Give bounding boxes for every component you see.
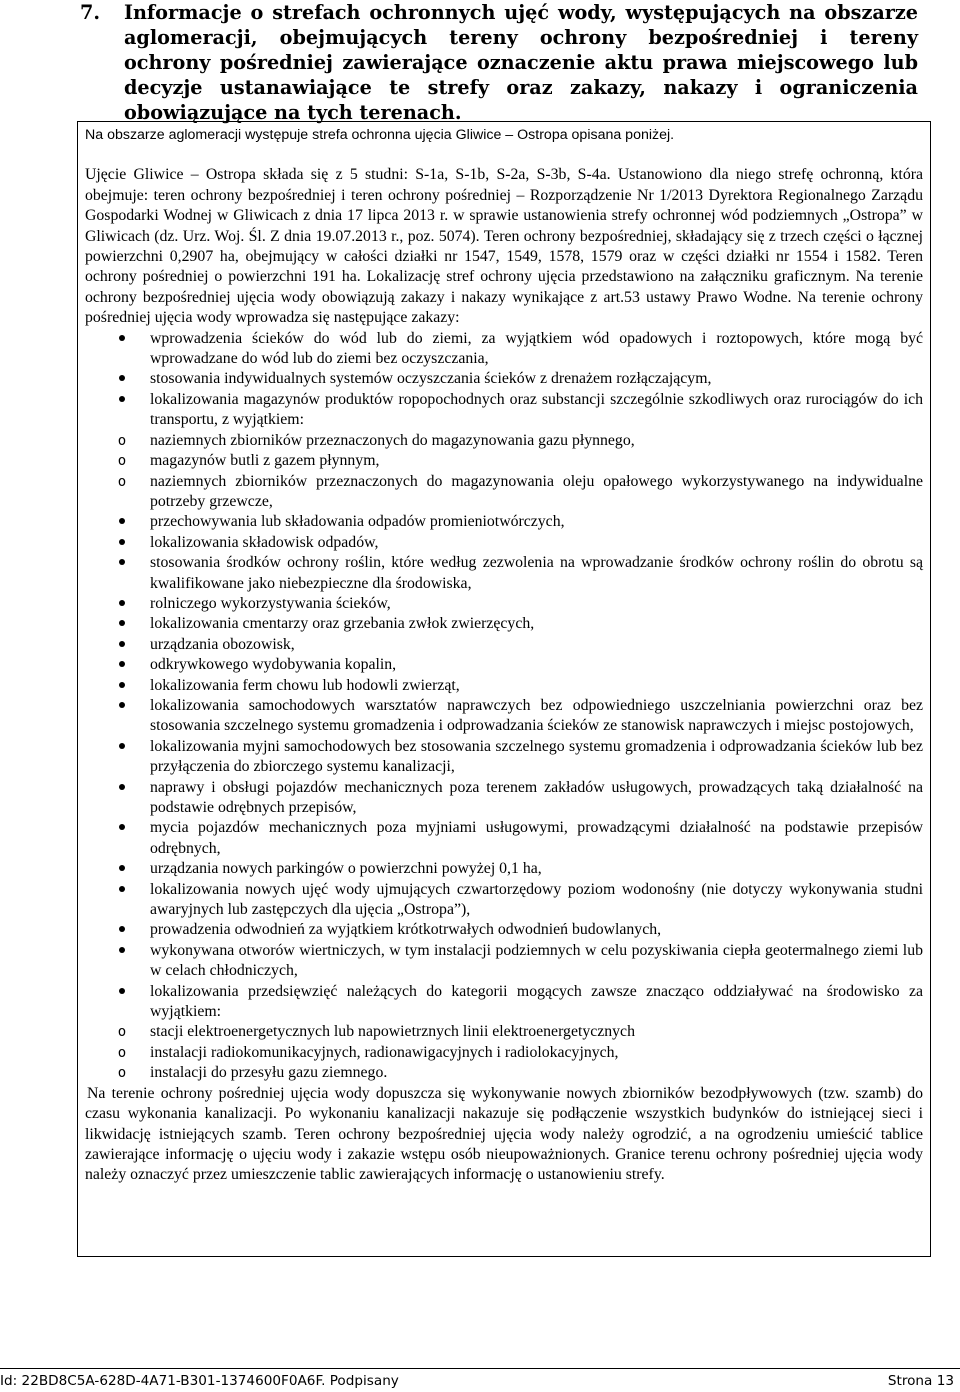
list-item <box>85 369 923 389</box>
list-item-text: magazynów butli z gazem płynnym, <box>150 452 380 470</box>
content-box-inner <box>85 125 923 1186</box>
list-item-text: lokalizowania przedsięwzięć należących do kategorii mogących zawsze znacząco oddziaływać na środowisko za wyjątkiem: <box>150 982 923 1021</box>
circle-bullet-icon <box>115 451 129 471</box>
list-item <box>85 553 923 594</box>
list-item <box>85 859 923 879</box>
page-number: Strona 13 <box>887 1373 954 1389</box>
list-item-text: lokalizowania nowych ujęć wody ujmujących czwartorzędowy poziom wodonośny (nie dotyczy wykonywania studni awaryjnych lub zastępczych dla ujęcia „Ostropa”), <box>150 880 923 919</box>
intake-paragraph: Ujęcie Gliwice – Ostropa składa się z 5 studni: S-1a, S-1b, S-2a, S-3b, S-4a. Ustanowiono dla niego strefę ochronną, która obejmuje: teren ochrony bezpośredniej i teren ochrony pośredniej – Rozporządzenie Nr 1/2013 Dyrektora Regionalnego Zarządu Gospodarki Wodnej w Gliwicach z dnia 17 lipca 2013 r. w sprawie ustanowienia strefy ochronnej wód podziemnych „Ostropa” w Gliwicach (dz. Urz. Woj. Śl. Z dnia 19.07.2013 r., poz. 5074). Teren ochrony bezpośredniej, składający się z trzech części o łącznej powierzchni 0,2907 ha, obejmujący w całości działki nr 1547, 1549, 1578, 1579 oraz w części działki nr 1554 i 1582. Teren ochrony pośredniej o powierzchni 191 ha. Lokalizację stref ochrony ujęcia przedstawiono na załączniku graficznym. Na terenie ochrony bezpośredniej ujęcia wody obowiązują zakazy i nakazy wynikające z art.53 ustawy Prawo Wodne. Na terenie ochrony pośredniej ujęcia wody wprowadza się następujące zakazy: <box>85 166 923 327</box>
closing-paragraph: Na terenie ochrony pośredniej ujęcia wody dopuszcza się wykonywanie nowych zbiorników bezodpływowych (tzw. szamb) do czasu wykonania kanalizacji. Po wykonaniu kanalizacji nakazuje się podłączenie wszystkich budynków do istniejącej sieci i likwidację istniejących szamb. Teren ochrony bezpośredniej ujęcia wody należy ogrodzić, a na ogrodzeniu umieścić tablice zawierające informację o ujęciu wody i zakazie wstępu osób nieupoważnionych. Granice terenu ochrony pośredniej ujęcia wody należy oznaczyć przez umieszczenie tablic zawierających informację o ustanowieniu strefy. <box>85 1084 923 1184</box>
list-item-text: naziemnych zbiorników przeznaczonych do magazynowania oleju opałowego wykorzystywanego na indywidualne potrzeby grzewcze, <box>150 472 923 510</box>
list-item-text: wykonywana otworów wiertniczych, w tym instalacji podziemnych w celu pozyskiwania ciepła geotermalnego ziemi lub w celach chłodniczych, <box>150 941 923 980</box>
list-item-text: lokalizowania ferm chowu lub hodowli zwierząt, <box>150 676 460 694</box>
list-item-text: wprowadzenia ścieków do wód lub do ziemi, za wyjątkiem wód opadowych i roztopowych, które mogą być wprowadzane do wód lub do ziemi bez oczyszczania, <box>150 329 923 368</box>
circle-bullet-icon <box>115 472 129 492</box>
list-item <box>85 982 923 1023</box>
list-item <box>85 818 923 859</box>
list-item <box>85 614 923 634</box>
circle-bullet-icon <box>115 1022 129 1042</box>
list-item-text: odkrywkowego wydobywania kopalin, <box>150 656 397 674</box>
list-item <box>85 533 923 553</box>
list-item <box>85 635 923 655</box>
list-item-text: przechowywania lub składowania odpadów promieniotwórczych, <box>150 513 565 531</box>
list-item-text: naziemnych zbiorników przeznaczonych do magazynowania gazu płynnego, <box>150 431 635 449</box>
intro-line: Na obszarze aglomeracji występuje strefa ochronna ujęcia Gliwice – Ostropa opisana poniżej. <box>85 127 675 143</box>
page-footer <box>0 1368 960 1389</box>
list-item-text: urządzania nowych parkingów o powierzchni powyżej 0,1 ha, <box>150 860 542 878</box>
list-item-text: stacji elektroenergetycznych lub napowietrznych linii elektroenergetycznych <box>150 1023 635 1041</box>
sub-list-item <box>85 1063 923 1083</box>
list-item-text: stosowania środków ochrony roślin, które według zezwolenia na wprowadzanie środków ochrony roślin do obrotu są kwalifikowane jako niebezpieczne dla środowiska, <box>150 554 923 592</box>
circle-bullet-icon <box>115 431 129 451</box>
sub-list-item <box>85 431 923 451</box>
list-item <box>85 880 923 921</box>
list-item <box>85 737 923 778</box>
list-item-text: stosowania indywidualnych systemów oczyszczania ścieków z drenażem rozłączającym, <box>150 370 712 388</box>
list-item-text: lokalizowania magazynów produktów ropopochodnych oraz substancji szczególnie szkodliwych oraz rurociągów do ich transportu, z wyjątkiem: <box>150 390 923 429</box>
list-item <box>85 696 923 737</box>
list-item-text: lokalizowania składowisk odpadów, <box>150 533 379 551</box>
circle-bullet-icon <box>115 1063 129 1083</box>
sub-list-item <box>85 472 923 513</box>
sub-list-item <box>85 1043 923 1063</box>
list-item <box>85 329 923 370</box>
list-item <box>85 676 923 696</box>
list-item <box>85 594 923 614</box>
list-item <box>85 390 923 431</box>
document-id: Id: 22BD8C5A-628D-4A71-B301-1374600F0A6F. Podpisany <box>0 1373 399 1389</box>
content-box <box>77 121 931 1257</box>
list-item-text: lokalizowania samochodowych warsztatów naprawczych bez odpowiedniego uszczelniania powierzchni oraz bez stosowania szczelnego systemu gromadzenia i odprowadzania ścieków ze stanowisk naprawczych i miejsc postojowych, <box>150 696 923 735</box>
list-item-text: instalacji radiokomunikacyjnych, radionawigacyjnych i radiolokacyjnych, <box>150 1043 619 1061</box>
list-item-text: mycia pojazdów mechanicznych poza myjniami usługowymi, prowadzącymi działalność na podstawie przepisów odrębnych, <box>150 819 923 857</box>
list-item-text: lokalizowania cmentarzy oraz grzebania zwłok zwierzęcych, <box>150 615 535 633</box>
list-item <box>85 655 923 675</box>
list-item <box>85 920 923 940</box>
sub-list-item <box>85 451 923 471</box>
section-title: Informacje o strefach ochronnych ujęć wody, występujących na obszarze aglomeracji, obejmujących tereny ochrony bezpośredniej i tereny ochrony pośredniej zawierające oznaczenie aktu prawa miejscowego lub decyzje ustanawiające te strefy oraz zakazy, nakazy i ograniczenia obowiązujące na tych terenach. <box>124 1 918 124</box>
section-heading <box>80 0 918 125</box>
list-item <box>85 941 923 982</box>
list-item <box>85 778 923 819</box>
list-item-text: naprawy i obsługi pojazdów mechanicznych poza terenem zakładów usługowych, prowadzących taką działalność na podstawie odrębnych przepisów, <box>150 778 923 816</box>
list-item-text: prowadzenia odwodnień za wyjątkiem krótkotrwałych odwodnień budowlanych, <box>150 921 662 939</box>
list-item-text: lokalizowania myjni samochodowych bez stosowania szczelnego systemu gromadzenia i odprowadzania ścieków lub bez przyłączenia do zbiorczego systemu kanalizacji, <box>150 737 923 776</box>
sub-list-item <box>85 1022 923 1042</box>
list-item <box>85 512 923 532</box>
list-item-text: rolniczego wykorzystywania ścieków, <box>150 594 391 612</box>
circle-bullet-icon <box>115 1043 129 1063</box>
prohibitions-list <box>85 329 923 1084</box>
list-item-text: urządzania obozowisk, <box>150 635 295 653</box>
section-number: 7. <box>80 1 101 24</box>
list-item-text: instalacji do przesyłu gazu ziemnego. <box>150 1064 388 1082</box>
